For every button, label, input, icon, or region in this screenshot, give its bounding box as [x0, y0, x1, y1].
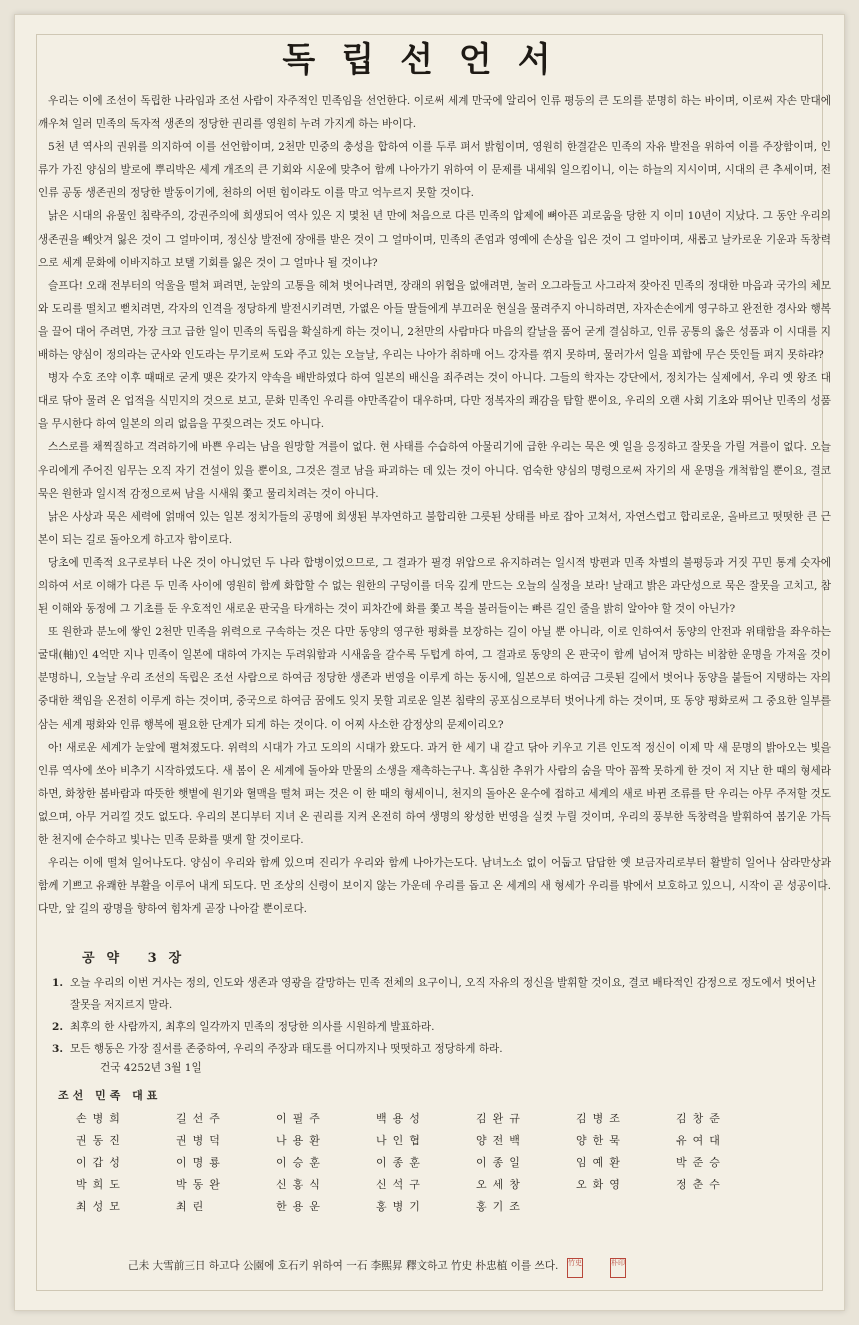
signatory-name: 박준승	[676, 1156, 726, 1169]
signatory-name: 권병덕	[176, 1134, 226, 1147]
paragraph: 또 원한과 분노에 쌓인 2천만 민족을 위력으로 구속하는 것은 다만 동양의 영구한 평화를 보장하는 길이 아닐 뿐 아니라, 이로 인하여서 동양의 안전과 위태함을 좌우하는 굴대(軸)인 4억만 지나 민족이 일본에 대하여 가지는 두려워함과 시새움을 갈수록 두텁게 하여, 그 결과로 동양의 온 판국이 함께 넘어져 망하는 비참한 운명을 가져올 것이 분명하니, 오늘날 우리 조선의 독립은 조선 사람으로 하여금 정당한 생존과 번영을 이루게 하는 동시에, 일본으로 하여금 그릇된 길에서 벗어나 동양을 붙들어 지탱하는 자의 중대한 책임을 온전히 이루게 하는 것이며, 중국으로 하여금 꿈에도 잊지 못할 괴로운 일본 침략의 공포심으로부터 벗어나게 하는 것이며, 또 동양 평화로써 그 중요한 일부를 삼는 세계 평화와 인류 행복에 필요한 단계가 되게 하는 것이다. 이 어찌 사소한 감정상의 문제이리오?	[38, 626, 831, 731]
signatory-name: 백용성	[376, 1112, 426, 1125]
pledge-number: 3.	[52, 1043, 64, 1055]
signatory-name: 이종훈	[376, 1156, 426, 1169]
paragraph: 슬프다! 오래 전부터의 억울을 떨쳐 펴려면, 눈앞의 고통을 헤쳐 벗어나려면, 장래의 위협을 없애려면, 눌러 오그라들고 사그라져 잦아진 민족의 정대한 마음과 국가의 체모와 도리를 떨치고 뻗치려면, 각자의 인격을 정당하게 발전시키려면, 가엾은 아들 딸들에게 부끄러운 현실을 물려주지 아니하려면, 자자손손에게 영구하고 완전한 경사와 행복을 끌어 대어 주려면, 가장 크고 급한 일이 민족의 독립을 확실하게 하는 것이니, 2천만의 사람마다 마음의 칼날을 품어 굳게 결심하고, 인류 공통의 옳은 성품과 이 시대를 지배하는 양심이 정의라는 군사와 인도라는 무기로써 도와 주고 있는 오늘날, 우리는 나아가 취하매 어느 강자를 꺾지 못하며, 물러가서 일을 꾀함에 무슨 뜻인들 펴지 못하랴?	[38, 279, 831, 362]
signatory-name: 손병희	[76, 1112, 126, 1125]
signatory-name: 이종일	[476, 1156, 526, 1169]
signatory-name: 이갑성	[76, 1156, 126, 1169]
signatory-name: 길선주	[176, 1112, 226, 1125]
red-seal-stamp: 竹史	[567, 1258, 583, 1278]
signatory-name: 이필주	[276, 1112, 326, 1125]
representatives-label: 조선 민족 대표	[58, 1089, 162, 1102]
red-seal-stamp: 朴印	[610, 1258, 626, 1278]
paragraph: 아! 새로운 세계가 눈앞에 펼쳐졌도다. 위력의 시대가 가고 도의의 시대가 왔도다. 과거 한 세기 내 갈고 닦아 키우고 기른 인도적 정신이 이제 막 새 문명의 밝아오는 빛을 인류 역사에 쏘아 비추기 시작하였도다. 새 봄이 온 세계에 돌아와 만물의 소생을 재촉하는구나. 혹심한 추위가 사람의 숨을 막아 꼼짝 못하게 한 것이 저 지난 한 때의 형세라 하면, 화창한 봄바람과 따뜻한 햇볕에 원기와 혈맥을 떨쳐 펴는 것은 이 한 때의 형세이니, 천지의 돌아온 운수에 접하고 세계의 새로 바뀐 조류를 탄 우리는 아무 주저할 것도 없으며, 아무 거리낄 것도 없도다. 우리의 본디부터 지녀 온 권리를 지켜 온전히 하여 생명의 왕성한 번영을 실컷 누릴 것이며, 우리의 풍부한 독창력을 발휘하여 봄기운 가득한 천지에 순수하고 빛나는 민족 문화를 맺게 할 것이로다.	[38, 741, 831, 846]
signatory-name: 최성모	[76, 1200, 126, 1213]
pledge-text: 오늘 우리의 이번 거사는 정의, 인도와 생존과 영광을 갈망하는 민족 전체의 요구이니, 오직 자유의 정신을 발휘할 것이요, 결코 배타적인 감정으로 정도에서 벗어난 잘못을 저지르지 말라.	[70, 977, 816, 1011]
paragraph: 우리는 이에 조선이 독립한 나라임과 조선 사람이 자주적인 민족임을 선언한다. 이로써 세계 만국에 알리어 인류 평등의 큰 도의를 분명히 하는 바이며, 이로써 자손 만대에 깨우쳐 일러 민족의 독자적 생존의 정당한 권리를 영원히 누려 가지게 하는 바이다.	[38, 95, 832, 131]
signatory-name: 김창준	[676, 1112, 726, 1125]
calligrapher-note: 己未 大雪前三日 하고다 公園에 호石키 위하여 一石 李熙昇 釋文하고 竹史 朴忠植 이를 쓰다.	[128, 1260, 559, 1272]
signatory-name: 나용환	[276, 1134, 326, 1147]
signatory-name: 권동진	[76, 1134, 126, 1147]
paragraph: 우리는 이에 떨쳐 일어나도다. 양심이 우리와 함께 있으며 진리가 우리와 함께 나아가는도다. 남녀노소 없이 어둡고 답답한 옛 보금자리로부터 활발히 일어나 삼라만상과 함께 기쁘고 유쾌한 부활을 이루어 내게 되도다. 먼 조상의 신령이 보이지 않는 가운데 우리를 돕고 온 세계의 새 형세가 우리를 밖에서 보호하고 있으니, 시작이 곧 성공이다. 다만, 앞 길의 광명을 향하여 힘차게 곧장 나아갈 뿐이로다.	[38, 857, 831, 916]
signatory-name: 신홍식	[276, 1178, 326, 1191]
paragraph: 병자 수호 조약 이후 때때로 굳게 맺은 갖가지 약속을 배반하였다 하여 일본의 배신을 죄주려는 것이 아니다. 그들의 학자는 강단에서, 정치가는 실제에서, 우리 옛 왕조 대대로 닦아 물려 온 업적을 식민지의 것으로 보고, 문화 민족인 우리를 야만족같이 대우하며, 다만 정복자의 쾌감을 탐할 뿐이요, 우리의 오랜 사회 기초와 뛰어난 민족의 성품을 무시한다 하여 일본의 의리 없음을 꾸짖으려는 것도 아니다.	[38, 372, 831, 431]
pledge-number: 1.	[52, 977, 64, 989]
signatory-name: 홍병기	[376, 1200, 426, 1213]
signatory-name: 박희도	[76, 1178, 126, 1191]
signatory-name: 김완규	[476, 1112, 526, 1125]
signatory-name: 김병조	[576, 1112, 626, 1125]
signatories-grid	[76, 1110, 776, 1220]
paragraph: 당초에 민족적 요구로부터 나온 것이 아니었던 두 나라 합병이었으므로, 그 결과가 필경 위압으로 유지하려는 일시적 방편과 민족 차별의 불평등과 거짓 꾸민 통계 숫자에 의하여 서로 이해가 다른 두 민족 사이에 영원히 함께 화합할 수 없는 원한의 구덩이를 더욱 깊게 만드는 오늘의 실정을 보라! 날래고 밝은 과단성으로 묵은 잘못을 고치고, 참된 이해와 동정에 그 기초를 둔 우호적인 새로운 판국을 타개하는 것이 피차간에 화를 쫓고 복을 불러들이는 빠른 길인 줄을 밝히 알아야 할 것이 아닌가?	[38, 556, 831, 616]
pledge-text: 모든 행동은 가장 질서를 존중하여, 우리의 주장과 태도를 어디까지나 떳떳하고 정당하게 하라.	[70, 1043, 503, 1055]
document-title: 독립선언서	[282, 40, 577, 80]
signatory-name: 이승훈	[276, 1156, 326, 1169]
signatory-name: 최린	[176, 1200, 210, 1213]
declaration-body	[38, 90, 831, 921]
signatory-name: 한용운	[276, 1200, 326, 1213]
signatory-name: 양전백	[476, 1134, 526, 1147]
pledge-item	[52, 1038, 829, 1060]
signatory-name: 오세창	[476, 1178, 526, 1191]
pledge-title: 공약 3장	[82, 951, 194, 966]
signatory-name: 양한묵	[576, 1134, 626, 1147]
signatory-name: 나인협	[376, 1134, 426, 1147]
paragraph: 낡은 사상과 묵은 세력에 얽매여 있는 일본 정치가들의 공명에 희생된 부자연하고 불합리한 그릇된 상태를 바로 잡아 고쳐서, 자연스럽고 합리로운, 올바르고 떳떳한 큰 근본이 되는 길로 돌아오게 하고자 함이로다.	[38, 510, 831, 546]
signatory-name: 오화영	[576, 1178, 626, 1191]
signatory-name: 박동완	[176, 1178, 226, 1191]
pledge-item	[52, 1016, 829, 1038]
signatory-name: 유여대	[676, 1134, 726, 1147]
pledge-list	[52, 972, 829, 1060]
signatory-name: 정춘수	[676, 1178, 726, 1191]
signatory-name: 이명룡	[176, 1156, 226, 1169]
declaration-date: 건국 4252년 3월 1일	[100, 1062, 202, 1074]
pledge-text: 최후의 한 사람까지, 최후의 일각까지 민족의 정당한 의사를 시원하게 발표하라.	[70, 1021, 435, 1033]
pledge-item	[52, 972, 829, 1016]
signatory-name: 임예환	[576, 1156, 626, 1169]
paragraph: 5천 년 역사의 권위를 의지하여 이를 선언함이며, 2천만 민중의 충성을 합하여 이를 두루 펴서 밝힘이며, 영원히 한결같은 민족의 자유 발전을 위하여 이를 주장함이며, 인류가 가진 양심의 발로에 뿌리박은 세계 개조의 큰 기회와 시운에 맞추어 함께 나아가기 위하여 이 문제를 내세워 일으킴이니, 이는 하늘의 지시이며, 시대의 큰 추세이며, 전 인류 공동 생존권의 정당한 발동이기에, 천하의 어떤 힘이라도 이를 막고 억누르지 못할 것이다.	[38, 141, 831, 200]
signatory-name: 신석구	[376, 1178, 426, 1191]
paragraph: 낡은 시대의 유물인 침략주의, 강권주의에 희생되어 역사 있은 지 몇천 년 만에 처음으로 다른 민족의 압제에 뼈아픈 괴로움을 당한 지 이미 10년이 지났다. 그 동안 우리의 생존권을 빼앗겨 잃은 것이 그 얼마이며, 정신상 발전에 장애를 받은 것이 그 얼마이며, 민족의 존엄과 영예에 손상을 입은 것이 그 얼마이며, 새롭고 날카로운 기운과 독창력으로 세계 문화에 이바지하고 보탤 기회를 잃은 것이 그 얼마나 될 것이냐?	[38, 210, 831, 269]
pledge-number: 2.	[52, 1021, 64, 1033]
paragraph: 스스로를 채찍질하고 격려하기에 바쁜 우리는 남을 원망할 겨를이 없다. 현 사태를 수습하여 아물리기에 급한 우리는 묵은 옛 일을 응징하고 잘못을 가릴 겨를이 없다. 오늘 우리에게 주어진 임무는 오직 자기 건설이 있을 뿐이요, 그것은 결코 남을 파괴하는 데 있는 것이 아니다. 엄숙한 양심의 명령으로써 자기의 새 운명을 개척함일 뿐이요, 결코 묵은 원한과 일시적 감정으로써 남을 시새워 쫓고 물리치려는 것이 아니다.	[38, 441, 832, 500]
signatory-name: 홍기조	[476, 1200, 526, 1213]
